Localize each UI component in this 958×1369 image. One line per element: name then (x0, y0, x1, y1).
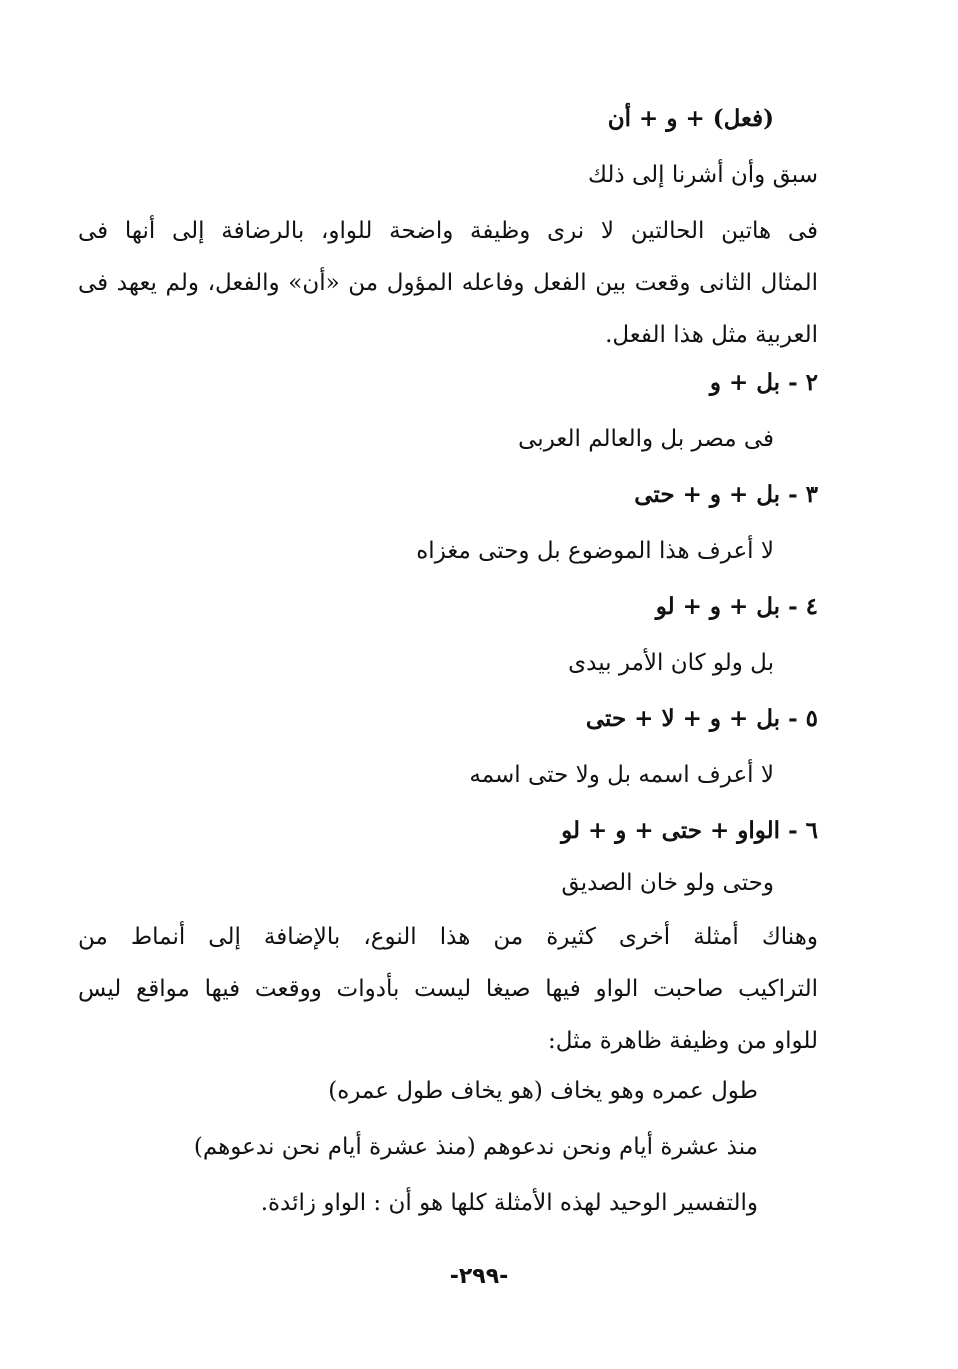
example-line-1: سبق وأن أشرنا إلى ذلك (588, 162, 818, 188)
example-line-5: لا أعرف اسمه بل ولا حتى اسمه (469, 762, 774, 788)
paragraph-2-line-1: وهناك أمثلة أخرى كثيرة من هذا النوع، بالإضافة إلى أنماط من (78, 924, 818, 950)
example-line-3: لا أعرف هذا الموضوع بل وحتى مغزاه (416, 538, 774, 564)
paragraph-2-line-2: التراكيب صاحبت الواو فيها صيغا ليست بأدوات ووقعت فيها مواقع ليس (78, 976, 818, 1002)
page-number: -٢٩٩- (449, 1264, 509, 1289)
formula-line-3: ٣ - بل + و + حتى (634, 481, 818, 508)
paragraph-1-line-1: فى هاتين الحالتين لا نرى وظيفة واضحة للواو، بالرضافة إلى أنها فى (78, 218, 818, 244)
paragraph-1-line-2: المثال الثانى وقعت بين الفعل وفاعله المؤول من «أن» والفعل، ولم يعهد فى (78, 270, 818, 296)
example-line-6: وحتى ولو خان الصديق (561, 870, 774, 896)
conclusion-line: والتفسير الوحيد لهذه الأمثلة كلها هو أن : الواو زائدة. (260, 1190, 758, 1216)
paragraph-2-line-3: للواو من وظيفة ظاهرة مثل: (547, 1028, 818, 1054)
example-line-7: طول عمره وهو يخاف (هو يخاف طول عمره) (328, 1078, 758, 1104)
formula-line-2: ٢ - بل + و (709, 369, 818, 396)
example-line-4: بل ولو كان الأمر بيدى (568, 650, 774, 676)
formula-line-4: ٤ - بل + و + لو (655, 593, 818, 620)
example-line-8: منذ عشرة أيام ونحن ندعوهم (منذ عشرة أيام نحن ندعوهم) (193, 1134, 758, 1160)
formula-line-6: ٦ - الواو + حتى + و + لو (561, 817, 818, 844)
formula-line-5: ٥ - بل + و + لا + حتى (585, 705, 818, 732)
paragraph-1-line-3: العربية مثل هذا الفعل. (605, 322, 818, 348)
example-line-2: فى مصر بل والعالم العربى (518, 426, 774, 452)
formula-line-1: (فعل) + و + أن (607, 105, 774, 132)
